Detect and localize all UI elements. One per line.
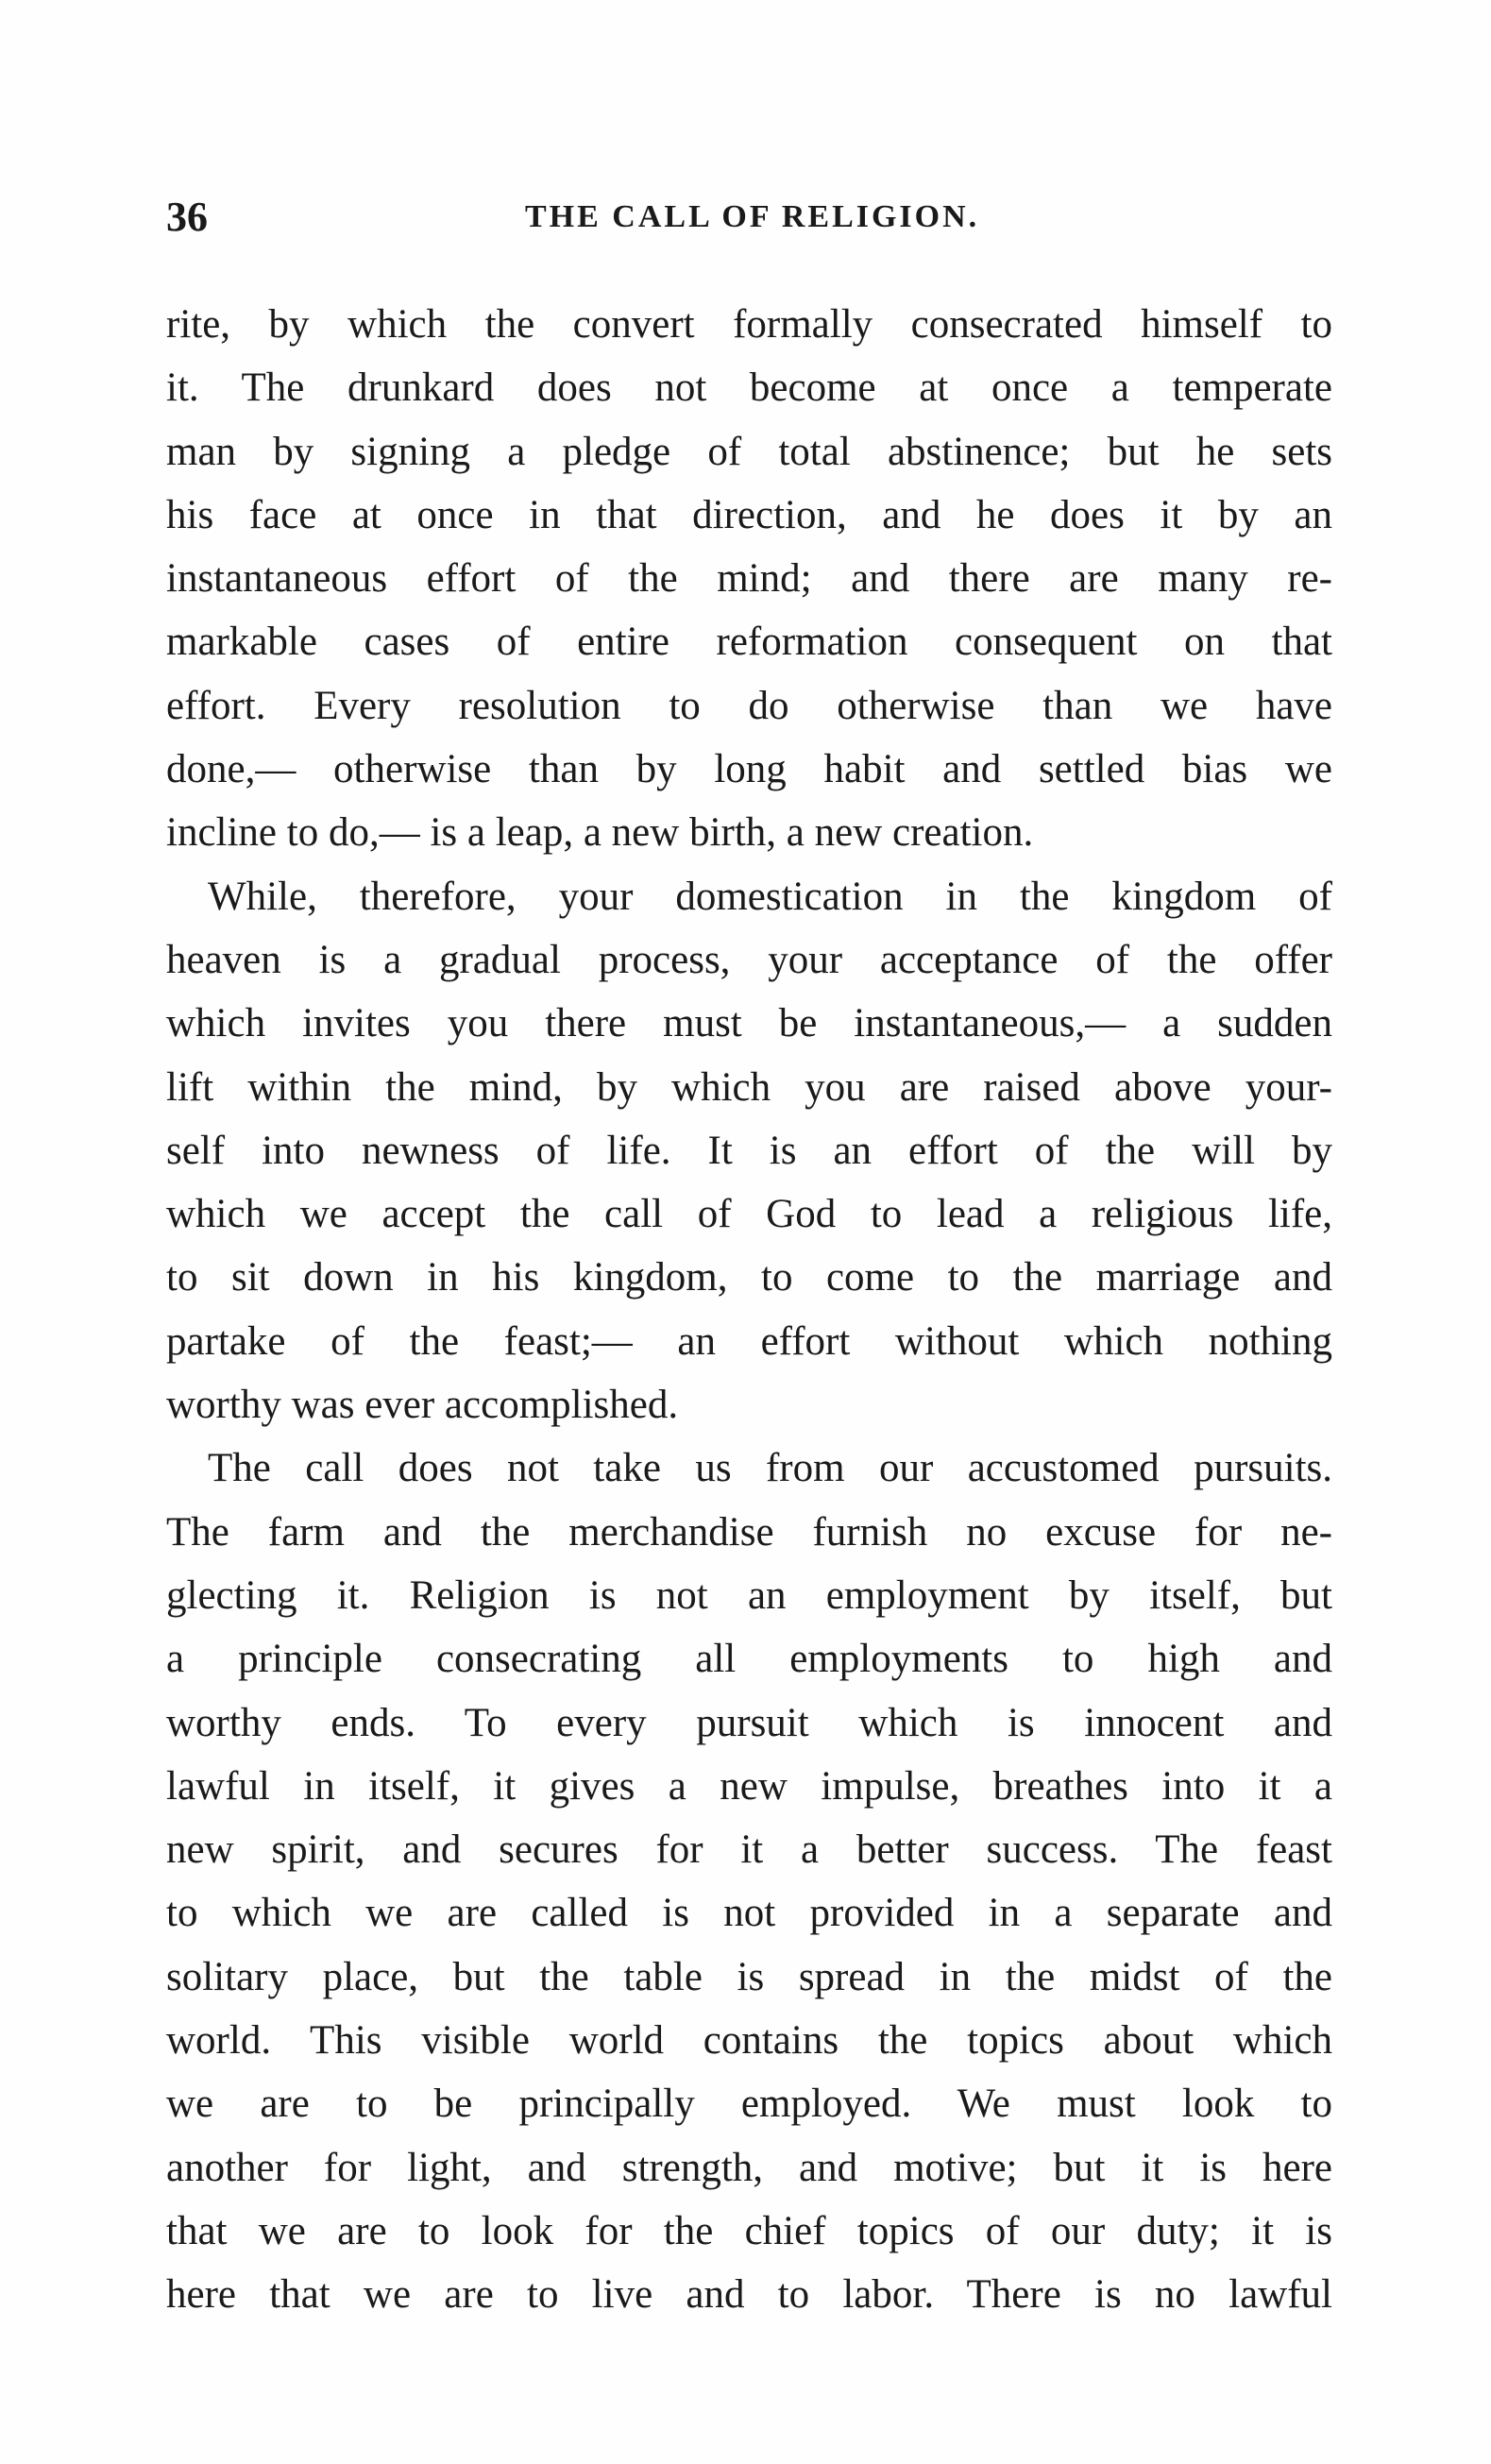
text-line: to which we are called is not provided in a separate and xyxy=(166,1891,1332,1936)
text-line: The call does not take us from our accustomed pursuits. xyxy=(208,1446,1332,1491)
running-head xyxy=(166,189,1332,246)
text-line: his face at once in that direction, and he does it by an xyxy=(166,492,1332,537)
text-line: worthy was ever accomplished. xyxy=(166,1383,679,1428)
text-line: heaven is a gradual process, your acceptance of the offer xyxy=(166,937,1332,982)
text-line: which we accept the call of God to lead a religious life, xyxy=(166,1192,1332,1237)
text-line: we are to be principally employed. We must look to xyxy=(166,2082,1332,2127)
page-number: 36 xyxy=(166,194,208,240)
body-text xyxy=(166,293,1332,2327)
text-line: effort. Every resolution to do otherwise than we have xyxy=(166,683,1332,728)
text-line: which invites you there must be instantaneous,— a sudden xyxy=(166,1001,1332,1046)
text-line: done,— otherwise than by long habit and settled bias we xyxy=(166,747,1332,792)
text-line: The farm and the merchandise furnish no excuse for ne- xyxy=(166,1509,1332,1555)
text-line: world. This visible world contains the topics about which xyxy=(166,2018,1332,2064)
text-line: a principle consecrating all employments to high and xyxy=(166,1637,1332,1682)
text-line: here that we are to live and to labor. There is no lawful xyxy=(166,2272,1332,2318)
running-title: THE CALL OF RELIGION. xyxy=(525,199,980,234)
text-line: partake of the feast;— an effort without which nothing xyxy=(166,1318,1332,1364)
text-line: that we are to look for the chief topics of our duty; it is xyxy=(166,2208,1332,2253)
text-line: While, therefore, your domestication in the kingdom of xyxy=(208,874,1332,919)
text-line: man by signing a pledge of total abstinence; but he sets xyxy=(166,429,1332,474)
text-line: lift within the mind, by which you are raised above your- xyxy=(166,1064,1332,1110)
text-line: self into newness of life. It is an effort of the will by xyxy=(166,1128,1332,1173)
text-line: solitary place, but the table is spread in the midst of the xyxy=(166,1954,1332,1999)
text-line: new spirit, and secures for it a better success. The feast xyxy=(166,1827,1332,1873)
text-line: markable cases of entire reformation consequent on that xyxy=(166,620,1332,665)
text-line: glecting it. Religion is not an employment by itself, but xyxy=(166,1572,1332,1618)
text-line: worthy ends. To every pursuit which is innocent and xyxy=(166,1700,1332,1745)
text-line: another for light, and strength, and motive; but it is here xyxy=(166,2145,1332,2190)
text-line: rite, by which the convert formally consecrated himself to xyxy=(166,302,1332,347)
text-line: to sit down in his kingdom, to come to the marriage and xyxy=(166,1255,1332,1300)
text-line: it. The drunkard does not become at once a temperate xyxy=(166,365,1332,411)
text-line: incline to do,— is a leap, a new birth, a new creation. xyxy=(166,810,1034,856)
text-line: instantaneous effort of the mind; and there are many re- xyxy=(166,556,1332,602)
text-line: lawful in itself, it gives a new impulse, breathes into it a xyxy=(166,1763,1332,1809)
